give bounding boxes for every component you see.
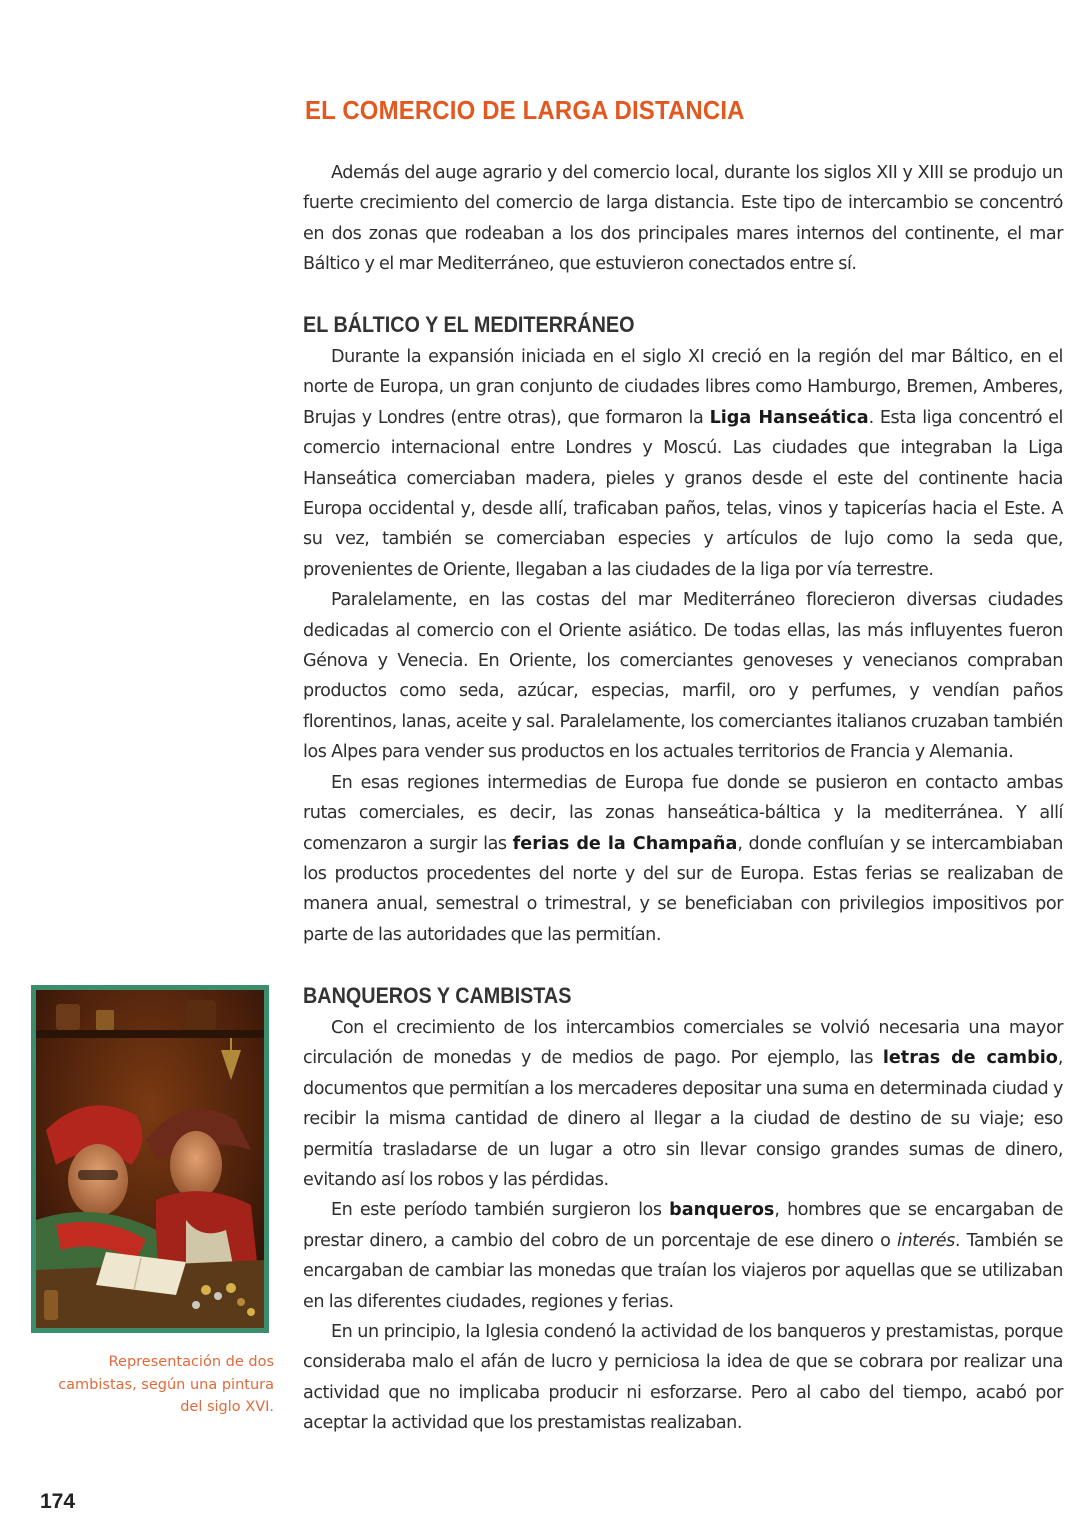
section-heading-banqueros: BANQUEROS Y CAMBISTAS: [303, 983, 572, 1008]
section-banqueros-text: [303, 1013, 1063, 1439]
paragraph: En esas regiones intermedias de Europa fue donde se pusieron en contacto ambas rutas comerciales, es decir, las zonas hanseática-báltica y la mediterránea. Y allí comenzaron a surgir las ferias de la Champaña, donde confluían y se intercambiaban los productos procedentes del norte y del sur de Europa. Estas ferias se realizaban de manera anual, semestral o trimestral, y se beneficiaban con privilegios impositivos por parte de las autoridades que las permitían.: [303, 772, 1064, 945]
paragraph: En un principio, la Iglesia condenó la actividad de los banqueros y prestamistas, porque consideraba malo el afán de lucro y perniciosa la idea de que se cobrara por realizar una actividad que no implicaba producir ni esforzarse. Pero al cabo del tiempo, acabó por aceptar la actividad que los prestamistas realizaban.: [303, 1322, 1063, 1434]
paragraph: Durante la expansión iniciada en el siglo XI creció en la región del mar Báltico, en el norte de Europa, un gran conjunto de ciudades libres como Hamburgo, Bremen, Amberes, Brujas y Londres (entre otras), que formaron la Liga Hanseática. Esta liga concentró el comercio internacional entre Londres y Moscú. Las ciudades que integraban la Liga Hanseática comerciaban madera, pieles y granos desde el este del continente hacia Europa occidental y, desde allí, traficaban paños, telas, vinos y tapicerías hacia el Este. A su vez, también se comerciaban especies y artículos de lujo como la seda que, provenientes de Oriente, llegaban a las ciudades de la liga por vía terrestre.: [303, 347, 1063, 580]
paragraph: Con el crecimiento de los intercambios comerciales se volvió necesaria una mayor circulación de monedas y de medios de pago. Por ejemplo, las letras de cambio, documentos que permitían a los mercaderes depositar una suma en determinada ciudad y recibir la misma cantidad de dinero al llegar a la ciudad de destino de su viaje; eso permitía trasladarse de un lugar a otro sin llevar consigo grandes sumas de dinero, evitando así los robos y las pérdidas.: [303, 1018, 1063, 1191]
intro-paragraph: Además del auge agrario y del comercio local, durante los siglos XII y XIII se produjo un fuerte crecimiento del comercio de larga distancia. Este tipo de intercambio se concentró en dos zonas que rodeaban a los dos principales mares internos del continente, el mar Báltico y el mar Mediterráneo, que estuvieron conectados entre sí.: [303, 163, 1063, 275]
term-interes: interés: [897, 1230, 955, 1251]
figure-caption: Representación de dos cambistas, según una pintura del siglo XVI.: [58, 1354, 274, 1415]
section-heading-baltico: EL BÁLTICO Y EL MEDITERRÁNEO: [303, 312, 635, 337]
page-title: EL COMERCIO DE LARGA DISTANCIA: [305, 95, 745, 125]
term-ferias-champana: ferias de la Champaña: [512, 833, 738, 854]
paragraph: En este período también surgieron los banqueros, hombres que se encargaban de prestar dinero, a cambio del cobro de un porcentaje de ese dinero o interés. También se encargaban de cambiar las monedas que traían los viajeros por aquellas que se utilizaban en las diferentes ciudades, regiones y ferias.: [303, 1200, 1063, 1312]
term-banqueros: banqueros: [669, 1200, 775, 1221]
page-number: 174: [40, 1490, 76, 1513]
money-changers-painting: [31, 985, 269, 1333]
intro-text: [303, 158, 1063, 280]
term-liga-hanseatica: Liga Hanseática: [709, 407, 869, 428]
section-baltico-text: [303, 342, 1063, 950]
paragraph: Paralelamente, en las costas del mar Mediterráneo florecieron diversas ciudades dedicadas al comercio con el Oriente asiático. De todas ellas, las más influyentes fueron Génova y Venecia. En Oriente, los comerciantes genoveses y venecianos compraban productos como seda, azúcar, especias, marfil, oro y perfumes, y vendían paños florentinos, lanas, aceite y sal. Paralelamente, los comerciantes italianos cruzaban también los Alpes para vender sus productos en los actuales territorios de Francia y Alemania.: [303, 590, 1063, 763]
term-letras-de-cambio: letras de cambio: [882, 1048, 1058, 1069]
